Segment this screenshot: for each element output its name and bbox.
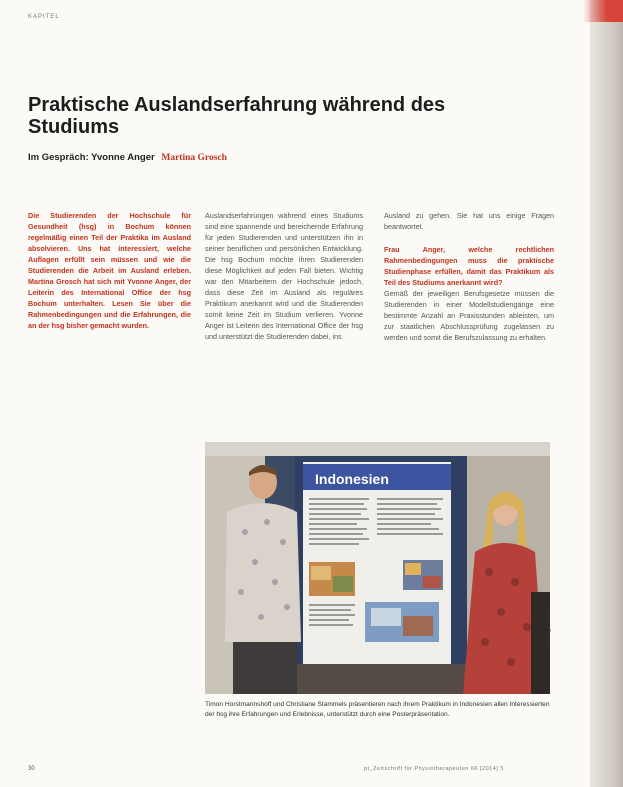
byline-prefix: Im Gespräch: Yvonne Anger [28, 152, 155, 163]
running-head: KAPITEL [28, 14, 60, 20]
body-column-3 [384, 210, 554, 343]
body-column-2: Auslandserfahrungen während eines Studiums sind eine spannende und bereichernde Erfahrung für jeden Studierenden und unterstützen ihn in seiner beruflichen und persönlichen Entwicklung. Die hsg Bochum möchte ihren Studierenden diese Möglichkeit auf jeden Fall bieten. Wichtig war den Mitarbeitern der Hochschule jedoch, dass diese Zeit im Ausland als reguläres Praktikum anerkannt wird und die Studierenden somit keine Zeit im Studium verlieren. Yvonne Anger ist Leiterin des International Office der hsg und unterstützt die Studierenden dabei, ins [205, 211, 363, 341]
article-photo [205, 442, 550, 694]
byline-author: Martina Grosch [161, 153, 227, 163]
interview-question: Frau Anger, welche rechtlichen Rahmenbedingungen muss die praktische Studienphase erfüllen, damit das Praktikum als Teil des Studiums anerkannt wird? [384, 245, 554, 287]
photo-illustration [205, 442, 550, 694]
article-title: Praktische Auslandserfahrung während des Studiums [28, 94, 446, 138]
poster-heading: Indonesien [315, 471, 389, 487]
byline [28, 152, 227, 163]
photo-credit: Foto: hsg Bochum [546, 609, 552, 650]
article-intro: Die Studierenden der Hochschule für Gesundheit (hsg) in Bochum können regelmäßig einen Teil der Praktika im Ausland absolvieren. Uns hat interessiert, welche Auflagen erfüllt sein müssen und wie die Studierenden die Arbeit im Ausland erleben. Martina Grosch hat sich mit Yvonne Anger, der Leiterin des International Office der hsg Bochum unterhalten. Lesen Sie über die Rahmenbedingungen und die Erfahrungen, die an der hsg bisher gemacht wurden. [28, 211, 191, 330]
page-number: 30 [28, 766, 35, 772]
photo-caption: Timon Horstmannshoff und Christiane Stammels präsentieren nach ihrem Praktikum in Indonesien allen Interessierten der hsg ihre Erfahrungen und Erlebnisse, unterstützt durch eine Posterpräsentation. [205, 701, 550, 718]
next-page-edge [583, 0, 623, 22]
column3-lead: Ausland zu gehen. Sie hat uns einige Fragen beantwortet. [384, 211, 554, 231]
interview-answer: Gemäß der jeweiligen Berufsgesetze müssen die Studierenden in einer Modellstudiengänge eine bestimmte Anzahl an Praxisstunden ableisten, um zur staatlichen Abschlussprüfung zugelassen zu werden und somit die Berufszulassung zu erhalten. [384, 289, 554, 342]
page-gutter-shadow [590, 0, 623, 787]
journal-footer: pt_Zeitschrift für Physiotherapeuten 66 [2014] 5 [364, 766, 504, 772]
